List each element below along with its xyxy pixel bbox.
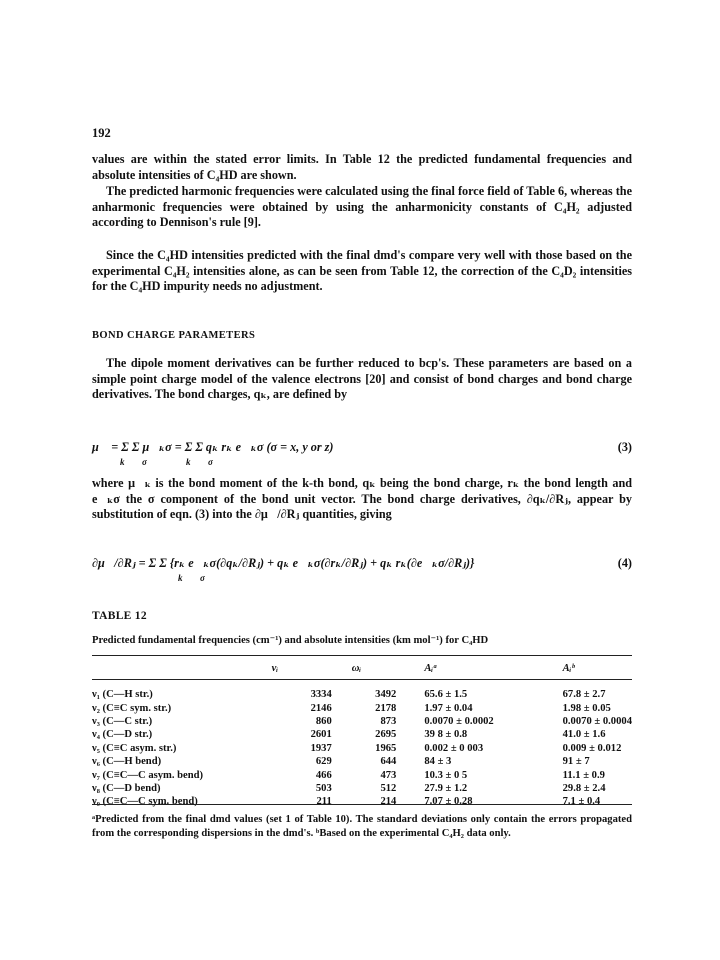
mode-cell: ν₆ (C—H bend) (92, 756, 162, 768)
page-number: 192 (92, 126, 111, 140)
header-cell-a-experimental: Aᵢᵇ (562, 662, 575, 674)
nu-cell: 2601 (310, 729, 332, 741)
nu-cell: 1937 (310, 742, 332, 754)
equation-3-sub-sigma: σ (142, 457, 147, 467)
mode-cell: ν₃ (C—C str.) (92, 715, 153, 727)
header-cell-nu: νᵢ (271, 662, 279, 674)
paragraph-3 (92, 248, 632, 295)
paragraph-5 (92, 476, 632, 523)
equation-3-number: (3) (617, 440, 632, 454)
omega-cell: 1965 (375, 742, 397, 754)
omega-cell: 473 (380, 769, 397, 781)
a-experimental-cell: 11.1 ± 0.9 (562, 769, 605, 781)
table-row (92, 701, 632, 714)
equation-3-sub-sigma-2: σ (208, 457, 213, 467)
paragraph-3-text: Since the C₄HD intensities predicted with the final dmd's compare very well with those based on the experimental C₄H₂ intensities alone, as can be seen from Table 12, the correction of the C₄D₂ intensities for the C₄HD impurity needs no adjustment. (92, 248, 632, 294)
table-caption: Predicted fundamental frequencies (cm⁻¹) and absolute intensities (km mol⁻¹) for C₄HD (92, 635, 489, 646)
table-body (92, 680, 632, 809)
equation-4-sub-k: k (178, 573, 183, 583)
header-cell-omega: ωᵢ (351, 662, 362, 674)
a-experimental-cell: 1.98 ± 0.05 (562, 702, 611, 714)
nu-cell: 2146 (310, 702, 332, 714)
paragraph-1 (92, 152, 632, 183)
equation-4 (92, 556, 632, 583)
header-cell-a-predicted: Aᵢᵃ (424, 662, 437, 674)
paragraph-2 (92, 184, 632, 231)
section-heading: BOND CHARGE PARAMETERS (92, 330, 256, 341)
mode-cell: ν₇ (C≡C—C asym. bend) (92, 769, 204, 781)
a-experimental-cell: 91 ± 7 (562, 756, 590, 768)
a-predicted-cell: 1.97 ± 0.04 (424, 702, 473, 714)
a-experimental-cell: 29.8 ± 2.4 (562, 782, 606, 794)
equation-3-sub-k-2: k (186, 457, 191, 467)
a-predicted-cell: 39 8 ± 0.8 (424, 729, 468, 741)
a-predicted-cell: 65.6 ± 1.5 (424, 689, 468, 701)
nu-cell: 503 (315, 782, 332, 794)
nu-cell: 211 (316, 796, 332, 808)
omega-cell: 873 (380, 715, 397, 727)
omega-cell: 512 (380, 782, 397, 794)
table-top-rule (92, 655, 632, 656)
equation-3 (92, 440, 632, 467)
a-predicted-cell: 7.07 ± 0.28 (424, 796, 473, 808)
footnote-b: ᵇBased on the experimental C₄H₂ data only. (315, 827, 511, 839)
a-experimental-cell: 0.0070 ± 0.0004 (562, 715, 632, 727)
a-experimental-cell: 0.009 ± 0.012 (562, 742, 622, 754)
nu-cell: 629 (315, 756, 332, 768)
data-table (92, 657, 632, 809)
table-footnote (92, 813, 632, 840)
equation-3-body: μ⃗ = Σ Σ μ⃗ₖσ = Σ Σ qₖ rₖ e⃗ₖσ (σ = x, y or z) (92, 440, 334, 454)
nu-cell: 3334 (310, 689, 332, 701)
equation-3-sub-k: k (120, 457, 125, 467)
mode-cell: ν₄ (C—D str.) (92, 729, 153, 741)
mode-cell: ν₅ (C≡C asym. str.) (92, 742, 177, 754)
omega-cell: 2695 (375, 729, 397, 741)
nu-cell: 466 (315, 769, 332, 781)
header-cell-mode (92, 657, 250, 680)
a-predicted-cell: 27.9 ± 1.2 (424, 782, 468, 794)
paragraph-2-text: The predicted harmonic frequencies were calculated using the final force field of Table 6, whereas the anharmonic frequencies were obtained by using the anharmonicity constants of C₄H₂ adjusted according to Dennison's rule [9]. (92, 184, 632, 230)
mode-cell: ν₁ (C—H str.) (92, 689, 153, 701)
paragraph-1-text: values are within the stated error limits. In Table 12 the predicted fundamental frequencies and absolute intensities of C₄HD are shown. (92, 152, 632, 182)
equation-4-sub-sigma: σ (200, 573, 205, 583)
a-experimental-cell: 7.1 ± 0.4 (562, 796, 601, 808)
mode-cell: ν₈ (C—D bend) (92, 782, 161, 794)
table-row (92, 768, 632, 781)
footnote-a: ᵃPredicted from the final dmd values (set 1 of Table 10). The standard deviations only contain the errors propagated from the corresponding dispersions in the dmd's. (92, 814, 632, 839)
table-title: TABLE 12 (92, 610, 147, 622)
paragraph-4 (92, 356, 632, 403)
paragraph-5-text: where μ⃗ₖ is the bond moment of the k-th bond, qₖ being the bond charge, rₖ the bond length and e⃗ₖσ the σ component of the bond unit vector. The bond charge derivatives, ∂qₖ/∂Rⱼ, appear by substitution of eqn. (3) into the ∂μ⃗/∂Rⱼ quantities, giving (92, 476, 632, 522)
equation-4-body: ∂μ⃗/∂Rⱼ = Σ Σ {rₖ e⃗ₖσ(∂qₖ/∂Rⱼ) + qₖ e⃗ₖσ(∂rₖ/∂Rⱼ) + qₖ rₖ(∂e⃗ₖσ/∂Rⱼ)} (92, 556, 475, 570)
mode-cell: ν₂ (C≡C sym. str.) (92, 702, 172, 714)
a-experimental-cell: 41.0 ± 1.6 (562, 729, 606, 741)
paragraph-4-text: The dipole moment derivatives can be further reduced to bcp's. These parameters are based on a simple point charge model of the valence electrons [20] and consist of bond charges and bond charge derivatives. The bond charges, qₖ, are defined by (92, 356, 632, 402)
equation-4-number: (4) (617, 556, 632, 570)
nu-cell: 860 (315, 715, 332, 727)
a-predicted-cell: 84 ± 3 (424, 756, 452, 768)
table-row (92, 782, 632, 795)
table-row (92, 742, 632, 755)
table-row (92, 755, 632, 768)
mode-cell: ν₉ (C≡C—C sym. bend) (92, 796, 198, 808)
a-predicted-cell: 0.002 ± 0 003 (424, 742, 484, 754)
table-bottom-rule (92, 804, 632, 805)
omega-cell: 214 (380, 796, 397, 808)
table-header-row (92, 657, 632, 680)
omega-cell: 644 (380, 756, 397, 768)
table-row (92, 715, 632, 728)
table-row (92, 728, 632, 741)
a-predicted-cell: 0.0070 ± 0.0002 (424, 715, 494, 727)
a-experimental-cell: 67.8 ± 2.7 (562, 689, 606, 701)
table-row (92, 795, 632, 808)
omega-cell: 3492 (375, 689, 397, 701)
a-predicted-cell: 10.3 ± 0 5 (424, 769, 468, 781)
omega-cell: 2178 (375, 702, 397, 714)
table-row (92, 688, 632, 701)
